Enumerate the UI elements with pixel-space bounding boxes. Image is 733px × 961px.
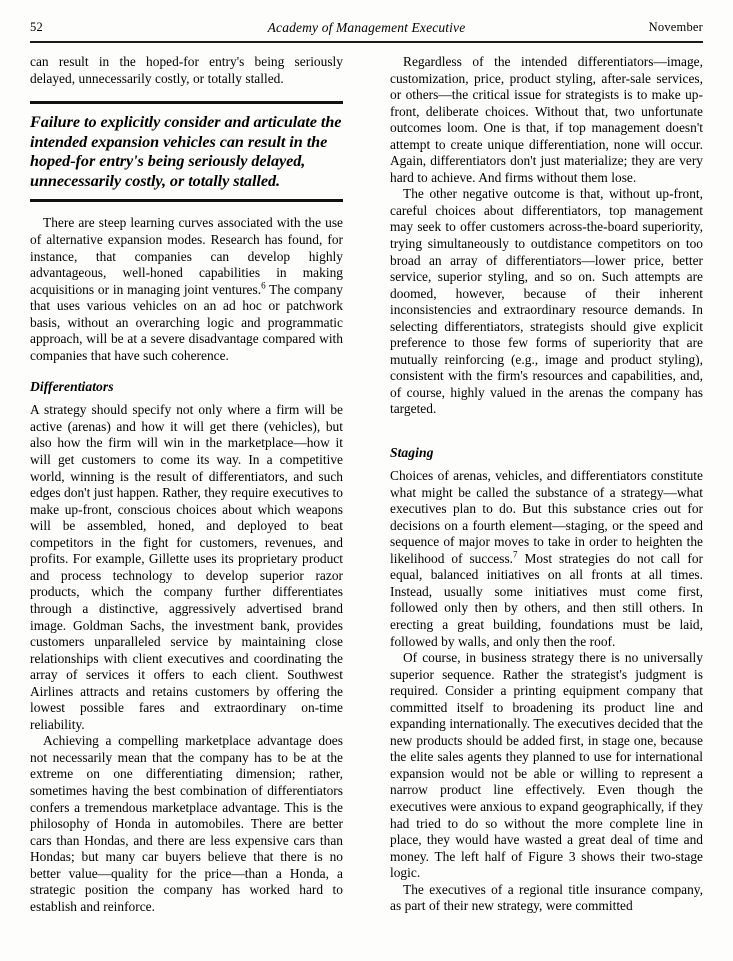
pull-quote-block — [30, 101, 343, 202]
paragraph-learning-curves-part-a: There are steep learning curves associated with the use of alternative expansion modes. Research has found, for instance, that companies can develop highly advantageous, well-honed capabilities in making acquisitions or in managing joint ventures. — [30, 215, 343, 297]
paragraph-regardless: Regardless of the intended differentiators—image, customization, price, product styling, after-sale services, or others—the critical issue for strategists is to make up-front, deliberate choices. Without that, two unfortunate outcomes loom. One is that, if top management doesn't attempt to create unique differentiation, none will occur. Again, differentiators don't just materialize; they are very hard to achieve. And firms without them lose. — [390, 54, 703, 185]
paragraph-title-insurance: The executives of a regional title insurance company, as part of their new strategy, were committed — [390, 881, 703, 914]
running-head — [30, 20, 703, 42]
paragraph-choices-part-a: Choices of arenas, vehicles, and differentiators constitute what might be called the substance of a strategy—what executives plan to do. But this substance cries out for decisions on a fourth element—staging, or the speed and sequence of major moves to take in order to heighten the likelihood of success. — [390, 468, 703, 566]
section-heading-staging: Staging — [390, 445, 434, 461]
paragraph-of-course: Of course, in business strategy there is no universally superior sequence. Rather the strategist's judgment is required. Consider a printing equipment company that committed itself to broadening its product line and expanding internationally. The executives decided that the new products should be added first, in stage one, because the elite sales agents they planned to use for international expansion would not be able or willing to represent a narrow product line effectively. Even though the executives were anxious to expand geographically, if they had tried to do so without the more complete line in place, they would have wasted a great deal of time and money. The left half of Figure 3 shows their two-stage logic. — [390, 650, 703, 881]
journal-title: Academy of Management Executive — [267, 20, 466, 35]
section-heading-differentiators: Differentiators — [30, 379, 114, 395]
page-number: 52 — [30, 20, 43, 34]
pull-quote-text: Failure to explicitly consider and articulate the intended expansion vehicles can result in the hoped-for entry's being seriously delayed, unnecessarily costly, or totally stalled. — [30, 113, 342, 190]
paragraph-choices-part-b: Most strategies do not call for equal, balanced initiatives on all fronts at all times. Instead, usually some initiatives must come first, followed only then by others, and then still others. In erecting a great building, foundations must be laid, followed by walls, and only then the roof. — [390, 550, 703, 649]
paragraph-continued: can result in the hoped-for entry's being seriously delayed, unnecessarily costly, or totally stalled. — [30, 54, 343, 86]
footnote-marker-6[interactable]: 6 — [261, 280, 266, 291]
right-column — [390, 54, 703, 915]
paragraph-learning-curves — [30, 215, 343, 364]
footnote-marker-7[interactable]: 7 — [513, 549, 518, 560]
issue-month: November — [648, 20, 703, 34]
paragraph-strategy-specify: A strategy should specify not only where a firm will be active (arenas) and how it will get there (vehicles), but also how the firm will win in the marketplace—how it will get customers to come its way. In a competitive world, winning is the result of differentiators, and such edges don't just happen. Rather, they require executives to make up-front, conscious choices about which weapons will be assembled, honed, and deployed to beat competitors in the fight for customers, revenues, and profits. For example, Gillette uses its proprietary product and process technology to develop superior razor products, which the company further differentiates through a distinctive, aggressively advertised brand image. Goldman Sachs, the investment bank, provides customers unparalleled service by maintaining close relationships with client executives and coordinating the array of services it offers to each client. Southwest Airlines attracts and retains customers by offering the lowest possible fares and extraordinary on-time reliability. — [30, 402, 343, 732]
left-column — [30, 54, 343, 915]
header-rule — [30, 41, 703, 43]
paragraph-learning-curves-part-b: The company that uses various vehicles on an ad hoc or patchwork basis, without an overarching logic and programmatic approach, will be at a severe disadvantage compared with companies that have such coherence. — [30, 281, 343, 363]
paragraph-other-negative: The other negative outcome is that, without up-front, careful choices about differentiators, top management may seek to offer customers across-the-board superiority, trying simultaneously to outdistance competitors on too broad an array of differentiators—lower price, better service, superior styling, and so on. Such attempts are doomed, however, because of their inherent inconsistencies and extraordinary resource demands. In selecting differentiators, strategists should give explicit preference to those few forms of superiority that are mutually reinforcing (e.g., image and product styling), consistent with the firm's resources and capabilities, and, of course, highly valued in the arenas the company has targeted. — [390, 186, 703, 417]
paragraph-choices — [390, 468, 703, 650]
paragraph-achieving-advantage: Achieving a compelling marketplace advantage does not necessarily mean that the company has to be at the extreme on one differentiating dimension; rather, sometimes having the best combination of differentiators confers a tremendous marketplace advantage. This is the philosophy of Honda in automobiles. There are better cars than Hondas, and there are less expensive cars than Hondas; but many car buyers believe that there is no better value—quality for the price—than a Honda, a strategic position the company has worked hard to establish and reinforce. — [30, 733, 343, 914]
